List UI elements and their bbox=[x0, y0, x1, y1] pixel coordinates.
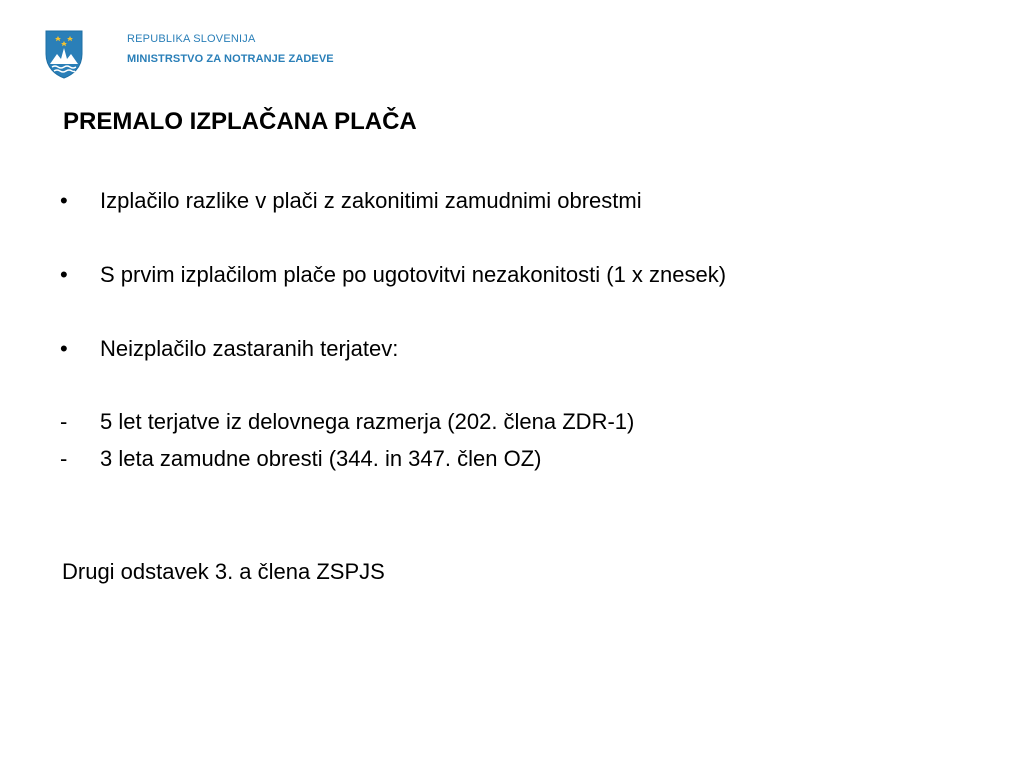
bullet-text: S prvim izplačilom plače po ugotovitvi nezakonitosti (1 x znesek) bbox=[100, 262, 727, 287]
dash-marker: - bbox=[60, 409, 68, 434]
slovenia-coat-of-arms-icon bbox=[44, 28, 84, 80]
bullet-text: Izplačilo razlike v plači z zakonitimi zamudnimi obrestmi bbox=[100, 188, 642, 213]
bullet-text: Neizplačilo zastaranih terjatev: bbox=[100, 336, 399, 361]
page-title: PREMALO IZPLAČANA PLAČA bbox=[63, 108, 417, 135]
bullet-marker: • bbox=[60, 262, 68, 287]
bullet-marker: • bbox=[60, 336, 68, 361]
dash-marker: - bbox=[60, 446, 68, 471]
dash-text: 5 let terjatve iz delovnega razmerja (202. člena ZDR-1) bbox=[100, 409, 635, 434]
org-name-ministry: MINISTRSTVO ZA NOTRANJE ZADEVE bbox=[127, 53, 334, 65]
org-name-republic: REPUBLIKA SLOVENIJA bbox=[127, 33, 256, 45]
legal-reference-note: Drugi odstavek 3. a člena ZSPJS bbox=[62, 559, 385, 584]
bullet-marker: • bbox=[60, 188, 68, 213]
dash-text: 3 leta zamudne obresti (344. in 347. člen OZ) bbox=[100, 446, 542, 471]
